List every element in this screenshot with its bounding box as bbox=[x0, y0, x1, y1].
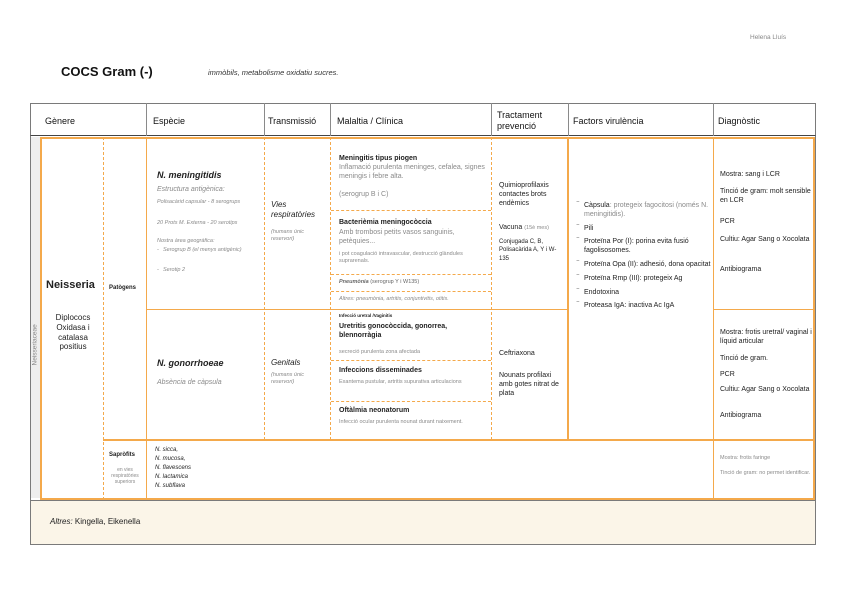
row-divider bbox=[331, 401, 491, 402]
group-divider bbox=[103, 137, 104, 500]
row-divider bbox=[331, 274, 491, 275]
vaccine-detail: Conjugada C, B, Polisacàrida A, Y i W-135 bbox=[499, 239, 557, 262]
virulence-item bbox=[576, 272, 712, 284]
bullet-icon: ⁻ bbox=[576, 300, 580, 308]
disease-urethritis-title: Uretritis gonocòccida, gonorrea, blennorràgia bbox=[339, 323, 448, 339]
diag-item: PCR bbox=[720, 371, 735, 378]
virulence-label: Endotoxina bbox=[584, 288, 620, 296]
virulence-detail: : protegeix fagocitosi (només N. meningitidis). bbox=[584, 202, 709, 218]
header-tractament: Tractament prevenció bbox=[497, 110, 543, 131]
treatment-meningitidis: Quimioprofilaxis contactes brots endèmics bbox=[499, 182, 549, 207]
column-divider bbox=[146, 440, 147, 499]
disease-meningitis-desc: Inflamació purulenta meninges, cefalea, signes meningis i febre alta. bbox=[339, 164, 485, 180]
header-divider bbox=[330, 103, 331, 136]
diag-item: Tinció de gram. bbox=[720, 355, 768, 362]
header-transmissio: Transmissió bbox=[268, 116, 317, 126]
disease-ophthalmia-desc: Infecció ocular purulenta nounat durant naixement. bbox=[339, 419, 463, 425]
saprophyte-species: N. flavescens bbox=[155, 465, 192, 471]
treatment-gonorrhoeae: Ceftriaxona bbox=[499, 350, 535, 357]
genus-name: Neisseria bbox=[46, 279, 95, 291]
saprophytes-divider bbox=[103, 439, 815, 441]
saprophyte-species: N. subflava bbox=[155, 483, 186, 489]
table-header-row bbox=[30, 103, 816, 136]
family-sidebar bbox=[31, 137, 40, 498]
geo-title: Nostra àrea geogràfica: bbox=[157, 238, 215, 244]
row-divider bbox=[331, 291, 491, 292]
treatment-newborns: Nounats profilaxi amb gotes nitrat de plata bbox=[499, 372, 559, 397]
column-divider bbox=[713, 440, 714, 499]
species-meningitidis: N. meningitidis bbox=[157, 170, 222, 180]
diag-item: Mostra: frotis uretral/ vaginal i líquid articular bbox=[720, 329, 812, 345]
pneumonia-serogroup: (serogrup Y i W135) bbox=[370, 279, 420, 285]
footer-text: Kingella, Eikenella bbox=[74, 517, 141, 526]
page-subtitle: immòbils, metabolisme oxidatiu sucres. bbox=[208, 68, 339, 77]
virulence-item bbox=[576, 302, 712, 311]
geo-bullet-icon: - bbox=[157, 247, 159, 253]
virulence-detail: : protegeix Ag bbox=[639, 274, 683, 282]
header-divider bbox=[146, 103, 147, 136]
disease-disseminated-desc: Exantema pustular, artritis supurativa articulacions bbox=[339, 379, 462, 385]
bullet-icon: ⁻ bbox=[576, 258, 580, 266]
footer-others bbox=[50, 517, 140, 527]
antigen-line: Polisacàrid capsular - 8 serogrups bbox=[157, 199, 241, 205]
author-name: Helena Lluís bbox=[750, 34, 787, 41]
saprophyte-species: N. sicca, bbox=[155, 447, 179, 453]
disease-ophthalmia-title: Oftàlmia neonatorum bbox=[339, 407, 410, 414]
virulence-label: Pili bbox=[584, 224, 594, 232]
antigen-line: 20 Prots M. Externa - 20 serotips bbox=[157, 220, 238, 226]
virulence-label: Proteïna Opa (II) bbox=[584, 260, 637, 268]
disease-pneumonia bbox=[339, 279, 419, 286]
virulence-detail: : inactiva Ac IgA bbox=[624, 302, 675, 310]
header-divider bbox=[568, 103, 569, 136]
reservoir-gonorrhoeae: (humans únic reservori) bbox=[271, 372, 305, 385]
bullet-icon: ⁻ bbox=[576, 286, 580, 294]
row-divider bbox=[331, 210, 491, 211]
header-divider bbox=[491, 103, 492, 136]
genus-description: Diplococs Oxidasa i catalasa positius bbox=[55, 313, 91, 352]
bullet-icon: ⁻ bbox=[576, 272, 580, 280]
virulence-label: Proteïna Rmp (III) bbox=[584, 274, 640, 282]
header-especie: Espècie bbox=[153, 116, 186, 126]
virulence-item bbox=[576, 286, 712, 298]
disease-bacteremia-title: Bacterièmia meningocòccia bbox=[339, 219, 432, 226]
virulence-label: Proteïna Por (I) bbox=[584, 238, 632, 246]
saprophyte-species: N. lactamica bbox=[155, 474, 189, 480]
header-divider bbox=[264, 103, 265, 136]
disease-others: Altres: pneumònia, artritis, conjuntivitis, otitis. bbox=[339, 296, 449, 302]
transmission-gonorrhoeae: Genitals bbox=[271, 358, 301, 367]
diag-item: PCR bbox=[720, 218, 735, 225]
disease-meningitis-title: Meningitis tipus piogen bbox=[339, 155, 418, 162]
header-factors: Factors virulència bbox=[573, 116, 644, 126]
virulence-label: Proteasa IgA bbox=[584, 302, 625, 310]
diag-saprophytes-gram: Tinció de gram: no permet identificar. bbox=[720, 470, 811, 476]
vaccine-note: (15è mes) bbox=[524, 225, 549, 231]
family-label: Neisseriaceae bbox=[31, 324, 39, 366]
bullet-icon: ⁻ bbox=[576, 236, 580, 244]
vaccine bbox=[499, 224, 567, 233]
diag-item: Antibiograma bbox=[720, 266, 762, 273]
group-saprophytes: Sapròfits bbox=[109, 452, 136, 458]
footer-row bbox=[31, 500, 815, 544]
saprophyte-species: N. mucosa, bbox=[155, 456, 186, 462]
disease-disseminated-title: Infeccions disseminades bbox=[339, 367, 422, 374]
pneumonia-label: Pneumònia bbox=[339, 279, 369, 285]
gonorrhoeae-note: Absència de càpsula bbox=[157, 379, 222, 386]
geo-bullet-icon: - bbox=[157, 267, 159, 273]
geo-item: Serotip 2 bbox=[163, 267, 186, 273]
virulence-item bbox=[576, 202, 712, 220]
saprophyte-species-list bbox=[155, 446, 191, 491]
diag-saprophytes-sample: Mostra: frotis faringe bbox=[720, 455, 771, 461]
group-pathogens: Patògens bbox=[109, 285, 137, 291]
virulence-item bbox=[576, 238, 712, 256]
header-divider bbox=[713, 103, 714, 136]
page-title: COCS Gram (-) bbox=[61, 64, 153, 79]
species-gonorrhoeae: N. gonorrhoeae bbox=[157, 358, 224, 368]
gonorrhoeae-small-header: Infecció uretral /Vaginitis bbox=[339, 313, 393, 318]
virulence-label: Càpsula bbox=[584, 202, 610, 209]
diag-item: Cultiu: Agar Sang o Xocolata bbox=[720, 386, 810, 393]
virulence-item bbox=[576, 222, 712, 234]
header-genere: Gènere bbox=[45, 116, 76, 126]
disease-bacteremia-note: i pot coagulació intravascular, destrucció glàndules suprarenals. bbox=[339, 251, 463, 264]
vaccine-label: Vacuna bbox=[499, 224, 523, 231]
header-malaltia: Malaltia / Clínica bbox=[337, 116, 404, 126]
antigen-title: Estructura antigènica: bbox=[157, 186, 225, 193]
bullet-icon: ⁻ bbox=[576, 222, 580, 230]
virulence-list bbox=[576, 202, 712, 316]
diag-item: Cultiu: Agar Sang o Xocolata bbox=[720, 236, 810, 243]
diag-item: Mostra: sang i LCR bbox=[720, 171, 780, 178]
diag-item: Tinció de gram: molt sensible en LCR bbox=[720, 188, 811, 204]
column-divider bbox=[330, 137, 331, 440]
reservoir-meningitidis: (humans únic reservori) bbox=[271, 229, 305, 242]
footer-label: Altres: bbox=[50, 517, 73, 526]
virulence-detail: : porina evita fusió fagolisosomes. bbox=[584, 238, 689, 255]
virulence-item bbox=[576, 258, 712, 270]
virulence-detail: : adhesió, dona opacitat bbox=[636, 260, 711, 268]
disease-meningitis-serogroup: (serogrup B i C) bbox=[339, 191, 389, 198]
header-diagnostic: Diagnòstic bbox=[718, 116, 761, 126]
disease-urethritis-desc: secreció purulenta zona afectada bbox=[339, 349, 421, 355]
column-divider bbox=[491, 137, 492, 440]
disease-bacteremia-desc: Amb trombosi petits vasos sanguinis, petèquies... bbox=[339, 229, 455, 245]
geo-item: Serogrup B (el menys antigènic) bbox=[163, 247, 242, 253]
bullet-icon: ⁻ bbox=[576, 200, 580, 207]
saprophytes-note: en vies respiratòries superiors bbox=[111, 467, 139, 485]
transmission-meningitidis: Vies respiratòries bbox=[271, 200, 316, 219]
row-divider bbox=[331, 360, 491, 361]
column-divider bbox=[264, 137, 265, 440]
diag-item: Antibiograma bbox=[720, 412, 762, 419]
